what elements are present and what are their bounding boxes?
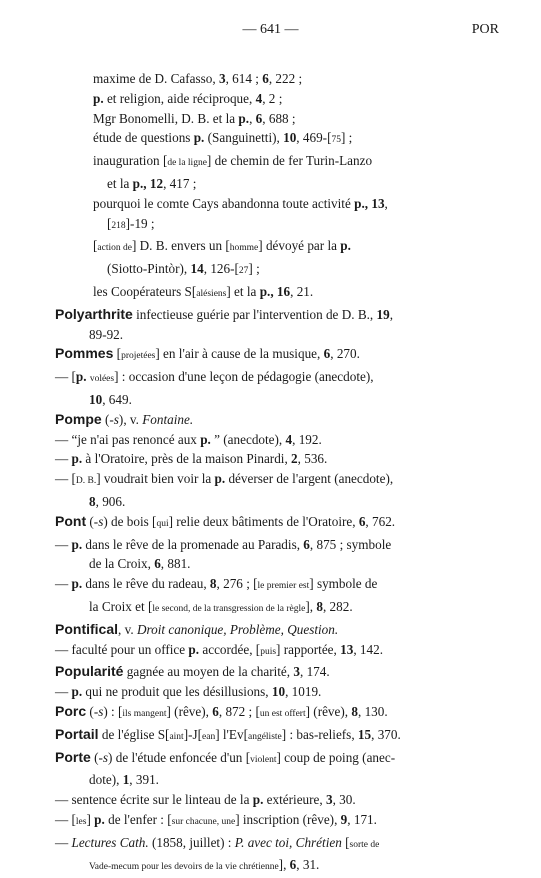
line-text: 218: [111, 220, 126, 231]
line-text: P.: [234, 834, 245, 850]
page-number: — 641 —: [242, 22, 299, 37]
line-text: , 142.: [353, 641, 383, 657]
line-text: ] l'Ev[: [215, 726, 248, 742]
line-text: p.: [93, 90, 104, 106]
line-text: , 282.: [322, 598, 353, 614]
index-line: [55, 469, 485, 492]
index-line: [55, 640, 485, 663]
line-text: le second, de la transgression de la règle: [152, 603, 306, 614]
index-headword-line: [55, 662, 485, 682]
line-text: ,: [384, 195, 388, 211]
line-text: p.: [94, 811, 105, 827]
index-line: [55, 430, 485, 450]
line-text: D. B.: [75, 476, 97, 487]
line-text: ] (rêve),: [305, 703, 352, 719]
index-line: [55, 597, 485, 620]
line-text: p.: [200, 431, 211, 447]
line-text: p.: [238, 110, 250, 126]
line-text: 19: [376, 306, 390, 322]
line-text: ] en l'air à cause de la musique,: [155, 346, 324, 362]
line-text: alésiens: [196, 288, 227, 299]
line-text: la Croix et [: [89, 598, 153, 614]
line-text: 10: [283, 130, 297, 146]
headword: Porc: [55, 702, 87, 719]
line-text: violent: [250, 754, 277, 765]
index-line: [55, 855, 485, 878]
line-text: déverser de l'argent (anecdote),: [225, 471, 394, 487]
line-text: ] coup de poing (anec-: [276, 749, 396, 765]
line-text: 3: [293, 664, 300, 680]
line-text: , 174.: [299, 664, 330, 680]
headword: Pontifical: [55, 620, 119, 637]
line-text: , v.: [118, 621, 137, 637]
line-text: 8: [316, 598, 323, 614]
index-line: [55, 194, 485, 214]
line-text: p.: [188, 641, 200, 657]
line-text: — “je n'ai pas renoncé aux: [55, 431, 201, 447]
line-text: et la: [107, 175, 133, 191]
line-text: gagnée au moyen de la charité,: [123, 664, 294, 680]
line-text: inauguration [: [93, 153, 168, 169]
line-text: p.: [71, 451, 83, 467]
line-text: 6: [358, 513, 366, 529]
line-text: , 649.: [102, 391, 132, 407]
index-line: [55, 554, 485, 574]
line-text: 6: [255, 110, 263, 126]
index-line: [55, 449, 485, 469]
line-text: ] et la: [226, 283, 260, 299]
headword: Pompe: [55, 410, 102, 427]
line-text: [: [341, 834, 350, 850]
index-headword-line: [55, 410, 485, 430]
index-line: [55, 790, 485, 810]
headword: Porte: [55, 748, 91, 765]
line-text: , 875 ; symbole: [309, 536, 392, 552]
line-text: 15: [357, 726, 372, 742]
line-text: —: [55, 536, 72, 552]
index-headword-line: [55, 725, 485, 748]
line-text: p.: [214, 471, 226, 487]
index-line: [55, 390, 485, 410]
line-text: , 881.: [160, 556, 191, 572]
headword: Portail: [55, 725, 99, 742]
line-text: ] symbole de: [309, 576, 378, 592]
line-text: 10: [271, 684, 286, 700]
line-text: homme: [229, 243, 259, 254]
line-text: extérieure,: [263, 792, 326, 808]
line-text: de la Croix,: [89, 556, 155, 572]
line-text: 8: [351, 703, 358, 719]
line-text: (-: [86, 703, 99, 719]
line-text: 6: [154, 556, 161, 572]
line-text: s: [102, 749, 109, 765]
line-text: , 688 ;: [262, 110, 296, 126]
line-text: ] inscription (rêve),: [235, 811, 341, 827]
line-text: ] voudrait bien voir la: [96, 471, 215, 487]
line-text: ” (anecdote),: [210, 431, 286, 447]
line-text: de la ligne: [167, 158, 207, 169]
index-line: [55, 151, 485, 174]
line-text: 4: [255, 90, 263, 106]
line-text: 8: [209, 576, 217, 592]
headword: Pont: [55, 512, 87, 529]
line-text: , 391.: [129, 772, 159, 788]
line-text: (1858, juillet) :: [148, 834, 235, 850]
line-text: dans le rêve du radeau,: [82, 576, 210, 592]
line-text: — sentence écrite sur le linteau de la: [55, 792, 253, 808]
line-text: sorte de: [349, 839, 380, 850]
line-text: — [: [55, 811, 76, 827]
line-text: p.: [252, 792, 264, 808]
index-line: [55, 325, 485, 345]
line-text: volées: [89, 374, 115, 385]
line-text: 2: [291, 451, 298, 467]
line-text: ]-19 ;: [125, 215, 155, 231]
line-text: 89-92.: [89, 326, 124, 342]
line-text: , 2 ;: [262, 90, 283, 106]
line-text: (-: [101, 411, 114, 427]
line-text: angéliste: [247, 731, 282, 742]
line-text: p.,: [132, 175, 147, 191]
line-text: projetées: [121, 351, 156, 362]
headword: Polyarthrite: [55, 305, 133, 322]
line-text: ] : occasion d'une leçon de pédagogie (anecdote),: [114, 369, 374, 385]
line-text: 75: [331, 135, 341, 146]
index-headword-line: [55, 344, 485, 367]
index-headword-line: [55, 748, 485, 771]
line-text: , 762.: [365, 513, 396, 529]
line-text: 3: [325, 792, 333, 808]
running-head: POR: [471, 22, 499, 37]
line-text: , 1019.: [285, 684, 322, 700]
line-text: [: [113, 346, 122, 362]
line-text: , 536.: [297, 451, 328, 467]
line-text: —: [55, 834, 72, 850]
line-text: [: [93, 238, 98, 254]
line-text: (-: [86, 513, 99, 529]
line-text: ] D. B. envers un [: [131, 238, 230, 254]
line-text: (Siotto-Pintòr),: [107, 261, 191, 277]
index-line: [55, 109, 485, 129]
line-text: 3: [218, 71, 226, 86]
line-text: 12: [149, 175, 164, 191]
line-text: , 872 ; [: [218, 703, 260, 719]
line-text: Lectures Cath.: [71, 834, 149, 850]
line-text: et religion, aide réciproque,: [103, 90, 256, 106]
line-text: p.: [71, 536, 83, 552]
line-text: ]-J[: [183, 726, 203, 742]
index-line: [55, 833, 485, 856]
index-line: [55, 89, 485, 109]
line-text: — [: [55, 369, 76, 385]
line-text: , 21.: [290, 283, 314, 299]
line-text: aint: [169, 731, 184, 742]
line-text: avec toi, Chrétien: [247, 834, 342, 850]
line-text: , 30.: [332, 792, 356, 808]
line-text: ean: [202, 731, 216, 742]
line-text: action de: [97, 243, 132, 254]
line-text: ] rapportée,: [276, 641, 341, 657]
line-text: , 906.: [95, 493, 126, 509]
index-line: [55, 367, 485, 390]
line-text: , 276 ; [: [216, 576, 258, 592]
line-text: 9: [340, 811, 348, 827]
line-text: ) : [: [103, 703, 123, 719]
line-text: , 417 ;: [163, 175, 197, 191]
line-text: Droit canonique, Problème, Question.: [136, 621, 339, 637]
line-text: un est offert: [259, 708, 306, 719]
line-text: Vade-mecum pour les devoirs de la vie chrétienne: [89, 862, 279, 873]
line-text: ],: [305, 598, 317, 614]
line-text: maxime de D. Cafasso,: [93, 71, 219, 86]
line-text: 16: [276, 283, 291, 299]
index-line: [55, 535, 485, 555]
line-text: ] (rêve),: [166, 703, 213, 719]
line-text: , 31.: [296, 857, 320, 873]
line-text: , 192.: [292, 431, 322, 447]
line-text: qui: [156, 518, 169, 529]
line-text: 6: [303, 536, 310, 552]
line-text: [: [107, 215, 112, 231]
line-text: , 469-[: [296, 130, 332, 146]
line-text: p.: [71, 684, 83, 700]
line-text: 6: [323, 346, 331, 362]
line-text: 1: [122, 772, 130, 788]
line-text: les Coopérateurs S[: [93, 283, 197, 299]
line-text: p.: [340, 238, 351, 254]
line-text: , 126-[: [203, 261, 239, 277]
line-text: p.: [71, 576, 83, 592]
line-text: Fontaine.: [142, 411, 194, 427]
index-line: [55, 282, 485, 305]
index-headword-line: [55, 620, 485, 640]
line-text: —: [55, 576, 72, 592]
line-text: ] ;: [340, 130, 353, 146]
line-text: 6: [289, 857, 297, 873]
line-text: 13: [340, 641, 354, 657]
line-text: infectieuse guérie par l'intervention de D. B.,: [132, 306, 377, 322]
line-text: —: [55, 684, 72, 700]
line-text: qui ne produit que les désillusions,: [82, 684, 272, 700]
line-text: pourquoi le comte Cays abandonna toute activité: [93, 195, 355, 211]
line-text: dans le rêve de la promenade au Paradis,: [82, 536, 304, 552]
line-text: de l'enfer : [: [104, 811, 172, 827]
index-headword-line: [55, 702, 485, 725]
line-text: , 222 ;: [268, 71, 303, 86]
line-text: étude de questions: [93, 130, 194, 146]
index-line: [55, 682, 485, 702]
line-text: sur chacune, une: [171, 816, 236, 827]
index-line: [55, 128, 485, 151]
line-text: p.,: [259, 283, 274, 299]
line-text: p.: [75, 369, 87, 385]
line-text: le premier est: [257, 581, 310, 592]
index-line: [55, 69, 485, 89]
line-text: accordée, [: [199, 641, 261, 657]
line-text: dote),: [89, 772, 123, 788]
index-body: [55, 69, 485, 878]
line-text: à l'Oratoire, près de la maison Pinardi,: [82, 451, 292, 467]
line-text: 4: [285, 431, 293, 447]
line-text: ] dévoyé par la: [258, 238, 341, 254]
line-text: , 171.: [347, 811, 377, 827]
line-text: , 370.: [371, 726, 401, 742]
line-text: s: [113, 411, 119, 427]
headword: Pommes: [55, 345, 114, 362]
index-line: [55, 174, 485, 194]
line-text: s: [98, 513, 104, 529]
line-text: ] ;: [248, 261, 260, 277]
line-text: — faculté pour un office: [55, 641, 189, 657]
line-text: p.: [193, 130, 205, 146]
line-text: ,: [249, 110, 256, 126]
line-text: 14: [190, 261, 204, 277]
index-line: [55, 492, 485, 512]
line-text: 13: [371, 195, 385, 211]
index-line: [55, 259, 485, 282]
line-text: 6: [212, 703, 219, 719]
line-text: ],: [278, 857, 290, 873]
line-text: 10: [89, 391, 103, 407]
index-line: [55, 214, 485, 237]
line-text: Mgr Bonomelli, D. B. et la: [93, 110, 239, 126]
index-headword-line: [55, 512, 485, 535]
index-line: [55, 770, 485, 790]
headword: Popularité: [55, 663, 124, 680]
line-text: —: [55, 451, 72, 467]
line-text: puis: [260, 646, 277, 657]
line-text: 27: [238, 266, 249, 277]
line-text: ] relie deux bâtiments de l'Oratoire,: [168, 513, 359, 529]
line-text: ] : bas-reliefs,: [281, 726, 358, 742]
index-line: [55, 574, 485, 597]
line-text: 8: [89, 493, 96, 509]
line-text: ), v.: [118, 411, 143, 427]
index-line: [55, 236, 485, 259]
index-headword-line: [55, 305, 485, 325]
line-text: ils mangent: [122, 708, 167, 719]
line-text: , 614 ;: [225, 71, 263, 86]
line-text: 6: [262, 71, 269, 86]
line-text: — [: [55, 471, 76, 487]
line-text: s: [98, 703, 104, 719]
line-text: ]: [86, 811, 95, 827]
line-text: (Sanguinetti),: [204, 130, 284, 146]
line-text: ] de chemin de fer Turin-Lanzo: [206, 153, 373, 169]
line-text: ,: [389, 306, 393, 322]
line-text: (-: [90, 749, 103, 765]
line-text: ) de bois [: [103, 513, 157, 529]
line-text: de l'église S[: [98, 726, 170, 742]
index-line: [55, 810, 485, 833]
line-text: , 270.: [330, 346, 360, 362]
line-text: , 130.: [357, 703, 388, 719]
line-text: p.,: [354, 195, 369, 211]
line-text: les: [75, 816, 87, 827]
line-text: ) de l'étude enfoncée d'un [: [108, 749, 251, 765]
